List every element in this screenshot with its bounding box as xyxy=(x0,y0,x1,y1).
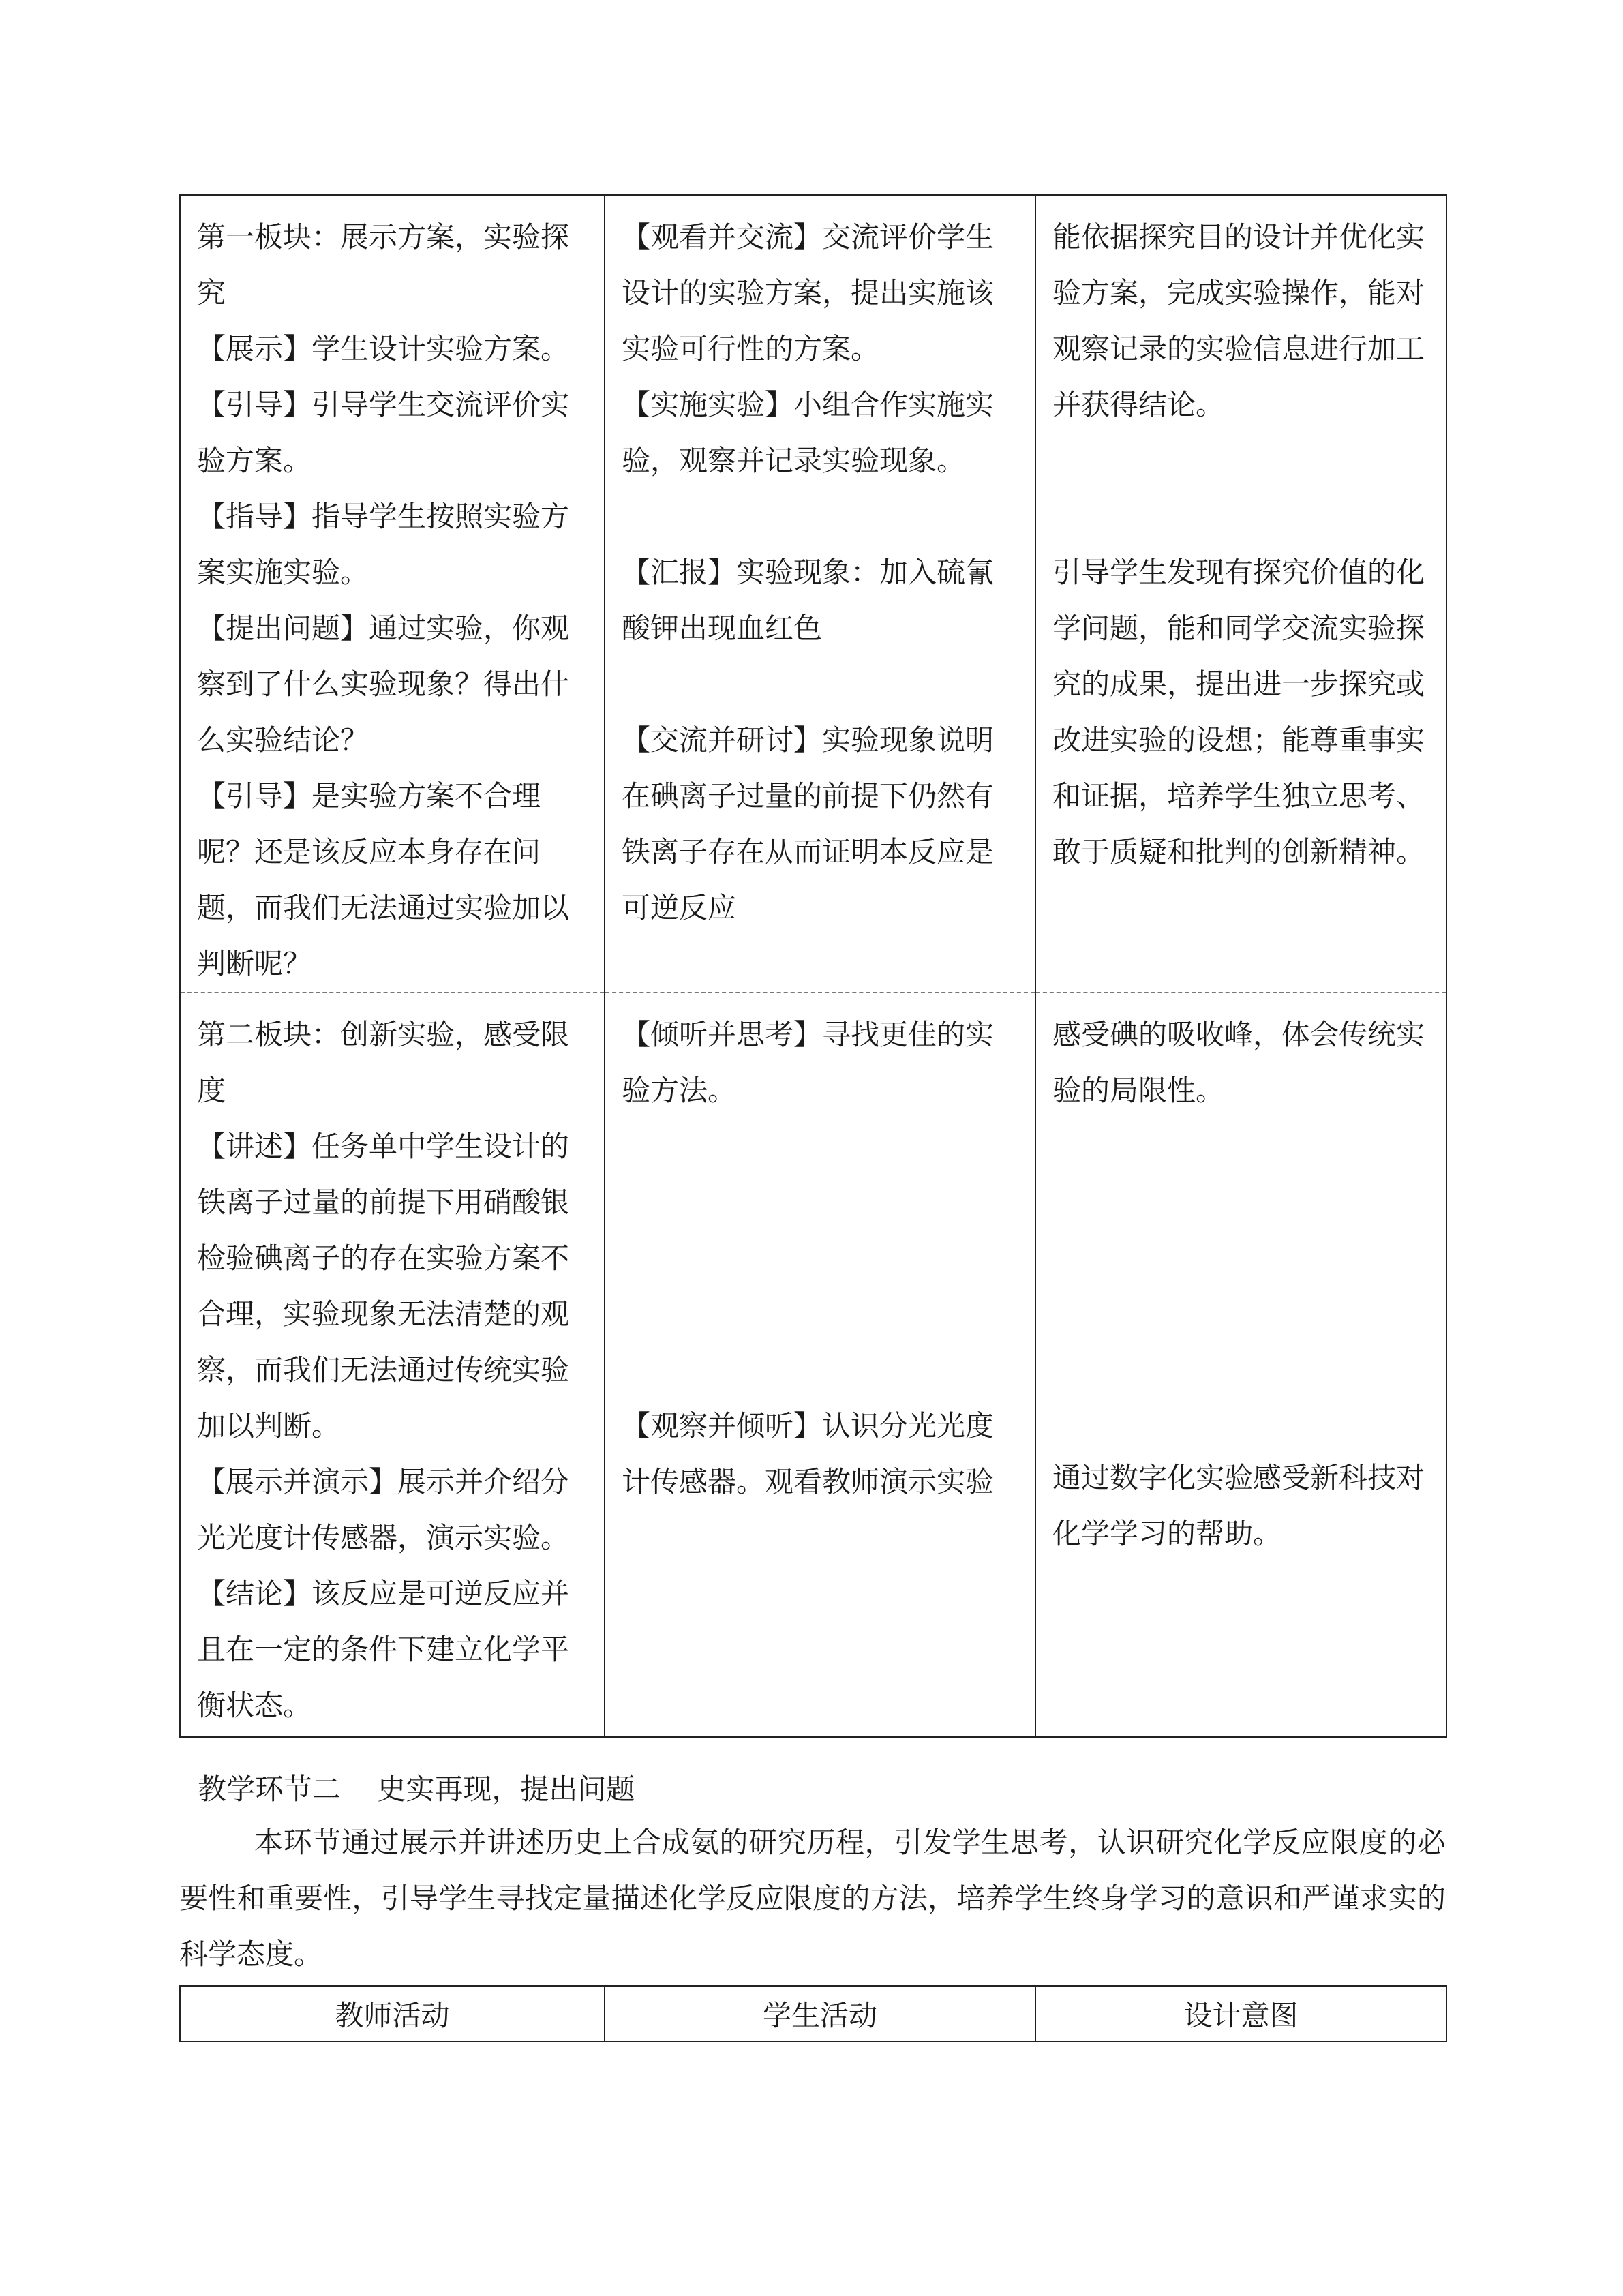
table-row xyxy=(180,195,1446,993)
header-design-intent: 设计意图 xyxy=(1035,1986,1446,2042)
design-intent-cell xyxy=(1035,993,1446,1737)
teacher-activity-cell xyxy=(180,195,605,993)
paragraph: 【讲述】任务单中学生设计的铁离子过量的前提下用硝酸银检验碘离子的存在实验方案不合理，实验现象无法清楚的观察，而我们无法通过传统实验加以判断。 xyxy=(197,1130,570,1442)
paragraph: 通过数字化实验感受新科技对化学学习的帮助。 xyxy=(1052,1461,1425,1550)
paragraph: 【观察并倾听】认识分光光度计传感器。观看教师演示实验 xyxy=(622,1409,995,1498)
table-row xyxy=(180,993,1446,1737)
paragraph: 【实施实验】小组合作实施实验，观察并记录实验现象。 xyxy=(622,388,995,477)
paragraph: 【汇报】实验现象：加入硫氰酸钾出现血红色 xyxy=(622,556,995,645)
paragraph: 【引导】引导学生交流评价实验方案。 xyxy=(197,388,570,477)
teacher-activity-cell xyxy=(180,993,605,1737)
design-intent-cell xyxy=(1035,195,1446,993)
section-title: 教学环节二 史实再现，提出问题 xyxy=(198,1772,635,1806)
student-activity-cell xyxy=(605,993,1035,1737)
paragraph: 【提出问题】通过实验，你观察到了什么实验现象？得出什么实验结论？ xyxy=(197,611,570,757)
paragraph: 【倾听并思考】寻找更佳的实验方法。 xyxy=(622,1018,995,1107)
paragraph: 【展示并演示】展示并介绍分光光度计传感器，演示实验。 xyxy=(197,1465,570,1554)
header-student-activity: 学生活动 xyxy=(605,1986,1035,2042)
block-title: 第一板块：展示方案，实验探究 xyxy=(197,220,570,309)
block-title: 第二板块：创新实验，感受限度 xyxy=(197,1018,570,1107)
paragraph: 【结论】该反应是可逆反应并且在一定的条件下建立化学平衡状态。 xyxy=(197,1577,570,1722)
paragraph: 【指导】指导学生按照实验方案实施实验。 xyxy=(197,500,570,589)
section-intro: 本环节通过展示并讲述历史上合成氨的研究历程，引发学生思考，认识研究化学反应限度的必要性和重要性，引导学生寻找定量描述化学反应限度的方法，培养学生终身学习的意识和严谨求实的科学态度。 xyxy=(179,1826,1446,1971)
header-table xyxy=(179,1985,1447,2042)
student-activity-cell xyxy=(605,195,1035,993)
paragraph: 【交流并研讨】实验现象说明在碘离子过量的前提下仍然有铁离子存在从而证明本反应是可逆反应 xyxy=(622,723,995,924)
paragraph: 【引导】是实验方案不合理呢？还是该反应本身存在问题，而我们无法通过实验加以判断呢？ xyxy=(197,779,570,980)
paragraph: 【观看并交流】交流评价学生设计的实验方案，提出实施该实验可行性的方案。 xyxy=(622,220,995,365)
header-teacher-activity: 教师活动 xyxy=(180,1986,605,2042)
paragraph: 能依据探究目的设计并优化实验方案，完成实验操作，能对观察记录的实验信息进行加工并获得结论。 xyxy=(1052,220,1425,421)
table-header-row xyxy=(180,1986,1446,2042)
paragraph: 【展示】学生设计实验方案。 xyxy=(197,332,570,365)
paragraph: 引导学生发现有探究价值的化学问题，能和同学交流实验探究的成果，提出进一步探究或改进实验的设想；能尊重事实和证据，培养学生独立思考、敢于质疑和批判的创新精神。 xyxy=(1052,556,1425,868)
lesson-table xyxy=(179,194,1447,1738)
paragraph: 感受碘的吸收峰，体会传统实验的局限性。 xyxy=(1052,1018,1425,1107)
